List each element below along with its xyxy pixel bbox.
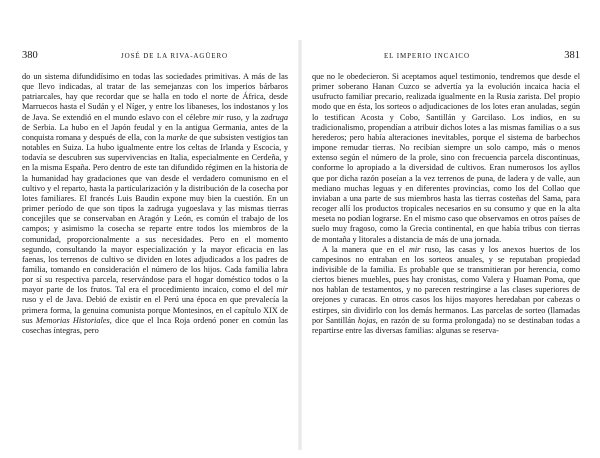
- book-gutter: [298, 40, 302, 450]
- right-page-header: [312, 50, 580, 64]
- left-page-number: 380: [22, 50, 38, 61]
- left-page: [0, 0, 296, 458]
- right-page: [304, 0, 600, 458]
- left-page-header: [22, 50, 288, 64]
- right-page-paragraph-1: que no le obedecieron. Si aceptamos aquel testimonio, tendremos que desde el primer soberano Hanan Cuzco se advertía ya la evolución incaica hacia el usufructo familiar precario, realizada igualmente en la Rusia zarista. Del propio modo que en ésta, los sorteos o adjudicaciones de los lotes eran anuladas, según lo testifican Acosta y Cobo, Santillán y Garcilaso. Los indios, en su tradicionalismo, propendían a atribuir dichos lotes a las mismas familias o a sus herederos; pero había alteraciones inevitables, porque el sistema de barbechos impone remudar tierras. No recibían siempre un solo campo, más o menos extenso según el número de la prole, sino con frecuencia parcela discontinuas, conforme lo apropiado a la diversidad de cultivos. Eran numerosos los ayllos que por dicha razón poseían a la vez terrenos de puna, de ladera y de valle, aun mediano muchas leguas y en diferentes provincias, como los del Collao que inviaban a una parte de sus miembros hasta las tierras costeñas del Sama, para recoger allí los productos tropicales necesarios en su consumo y que en la alta meseta no podían lograrse. En el mismo caso que observamos en otros países de suelo muy fragoso, como la Grecia continental, en que había tribus con tierras de montaña y litorales a distancia de más de una jornada.: [312, 72, 580, 244]
- right-page-number: 381: [564, 50, 580, 61]
- right-page-paragraph-2: A la manera que en el mir ruso, las casas y los anexos huertos de los campesinos no entraban en los sorteos anuales, y se reputaban propiedad indivisible de la familia. Es probable que se transmitieran por herencia, como ciertos bienes muebles, pues hay cronistas, como Valera y Huaman Poma, que nos hablan de testamentos, y no parecen restringirse a las clases superiores de orejones y curacas. En otros casos los hijos mayores heredaban por cabezas o estirpes, sin dividirlo con los demás hermanos. Las parcelas de sorteo (llamadas por Santillán hojas, en razón de su forma prolongada) no se destinaban todas a repartirse entre las diversas familias: algunas se reserva-: [312, 244, 580, 335]
- left-page-paragraph: do un sistema difundidísimo en todas las sociedades primitivas. A más de las que llevo indicadas, al tratar de las semejanzas con los imperios bárbaros patriarcales, hay que recordar que se halla en todo el norte de África, desde Marruecos hasta el Sudán y el Níger, y entre los libaneses, los indostanos y los de Java. Se extendió en el mundo eslavo con el célebre mir ruso, y la zadruga de Serbia. La hubo en el Japón feudal y en la antigua Germania, antes de la conquista romana y después de ella, con la marke de que subsisten vestigios tan notables en Suiza. La hubo igualmente entre los celtas de Irlanda y Escocia, y todavía se descubren sus supervivencias en Italia, especialmente en Cerdeña, y en la misma España. Pero dentro de este tan difundido régimen en la historia de la humanidad hay gradaciones que van desde el verdadero comunismo en el cultivo y el reparto, hasta la particularización y la distribución de la cosecha por lotes familiares. El francés Luis Baudin expone muy bien la cuestión. En un primer período de que son tipos la zadruga yugoeslava y las mismas tierras concejiles que se conservaban en Aragón y León, es común el trabajo de los campos; y asimismo la cosecha se reparte entre todos los miembros de la comunidad, proporcionalmente a sus necesidades. Pero en el momento segundo, consultando la mayor especialización y la mayor eficacia en las faenas, los terrenos de cultivo se dividen en lotes adjudicados a los padres de familia, tomando en consideración el número de los hijos. Cada familia labra por sí su respectiva parcela, reservándose para el hogar doméstico todos o la mayor parte de los frutos. Tal era el procedimiento incaico, como el del mir ruso y el de Java. Debió de existir en el Perú una época en que prevalecía la primera forma, la genuina comunista porque Montesinos, en el capítulo XIX de sus Memorias Historiales, dice que el Inca Roja ordenó poner en común las cosechas íntegras, pero: [22, 72, 289, 335]
- left-running-head: JOSÉ DE LA RIVA-AGÜERO: [121, 52, 228, 60]
- right-running-head: EL IMPERIO INCAICO: [384, 52, 470, 60]
